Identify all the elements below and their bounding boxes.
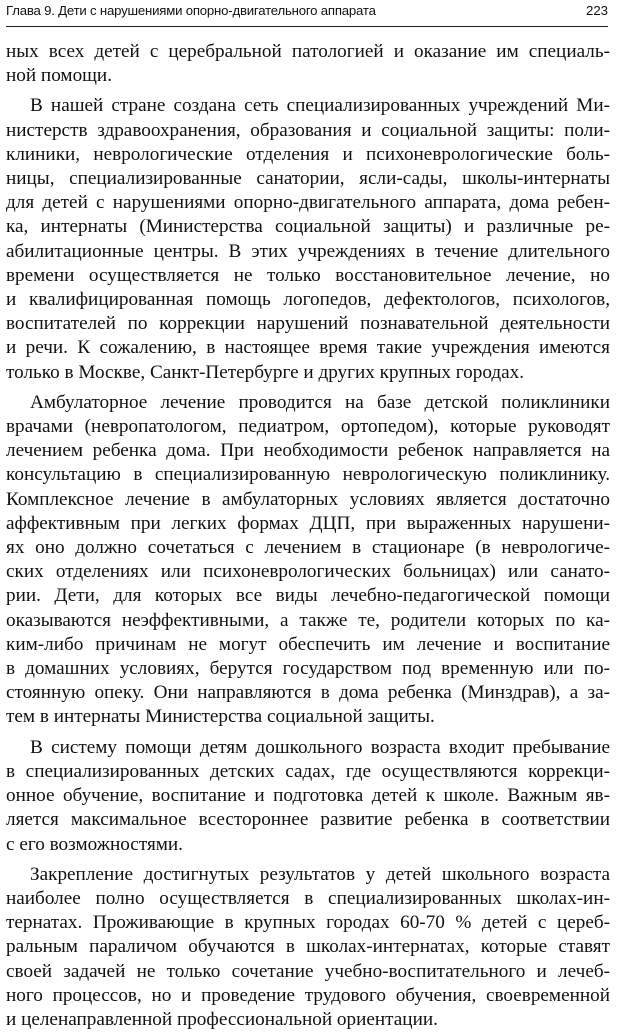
text-line: ных всех детей с церебральной патологией и оказание им специаль- <box>6 41 610 62</box>
text-line: и квалифицированная помощь логопедов, дефектологов, психологов, <box>6 289 610 311</box>
text-line: консультацию в специализированную неврологическую поликлинику. <box>6 464 610 486</box>
text-line: стоянную опеку. Они направляются в дома ребенка (Минздрав), а за- <box>6 682 610 704</box>
text-line: Комплексное лечение в амбулаторных условиях является достаточно <box>6 488 610 510</box>
running-header <box>6 0 608 27</box>
text-line: В нашей стране создана сеть специализированных учреждений Ми- <box>30 95 610 117</box>
text-line: Закрепление достигнутых результатов у детей школьного возраста <box>30 863 610 885</box>
text-line: в специализированных детских садах, где осуществляются коррекци- <box>6 760 610 782</box>
text-line: нистерств здравоохранения, образования и социальной защиты: поли- <box>6 119 610 141</box>
page-number: 223 <box>585 3 608 18</box>
paragraph-4 <box>6 736 610 857</box>
text-line: для детей с нарушениями опорно-двигательного аппарата, дома ребен- <box>6 192 610 214</box>
text-line: тем в интернаты Министерства социальной защиты. <box>6 706 435 728</box>
text-line: абилитационные центры. В этих учреждениях в течение длительного <box>6 240 610 262</box>
text-line: времени осуществляется не только восстановительное лечение, но <box>6 264 610 286</box>
paragraph-5 <box>6 863 610 1032</box>
text-line: ских отделениях или психоневрологических больницах) или санато- <box>6 561 610 583</box>
text-line: только в Москве, Санкт-Петербурге и других крупных городах. <box>6 361 525 383</box>
text-line: оказываются неэффективными, а также те, родители которых по ка- <box>6 609 610 631</box>
text-line: наиболее полно осуществляется в специализированных школах-ин- <box>6 887 610 909</box>
text-line: ной помощи. <box>6 65 112 87</box>
text-line: Амбулаторное лечение проводится на базе детской поликлиники <box>30 391 610 413</box>
text-line: онное обучение, воспитание и подготовка детей к школе. Важным яв- <box>6 785 610 807</box>
text-line: ного процессов, но и проведение трудового обучения, своевременной <box>6 984 610 1006</box>
text-line: в домашних условиях, берутся государством под временную или по- <box>6 658 610 680</box>
text-line: рии. Дети, для которых все виды лечебно-педагогической помощи <box>6 585 610 607</box>
paragraph-2 <box>6 94 610 384</box>
text-line: и целенаправленной профессиональной ориентации. <box>6 1008 438 1030</box>
text-line: ким-либо причинам не могут обеспечить им лечение и воспитание <box>6 633 610 655</box>
text-line: воспитателей по коррекции нарушений познавательной деятельности <box>6 313 610 335</box>
text-line: и речи. К сожалению, в настоящее время такие учреждения имеются <box>6 337 610 359</box>
text-line: ях оно должно сочетаться с лечением в стационаре (в неврологиче- <box>6 537 610 559</box>
text-line: ральным параличом обучаются в школах-интернатах, которые ставят <box>6 936 610 958</box>
text-line: тернатах. Проживающие в крупных городах 60-70 % детей с цереб- <box>6 912 610 934</box>
text-line: лечением ребенка дома. При необходимости ребенок направляется на <box>6 440 610 462</box>
text-line: аффективным при легких формах ДЦП, при выраженных нарушени- <box>6 512 610 534</box>
text-line: врачами (невропатологом, педиатром, ортопедом), которые руководят <box>6 416 610 438</box>
text-line: ницы, специализированные санатории, ясли-сады, школы-интернаты <box>6 168 610 190</box>
text-line: клиники, неврологические отделения и психоневрологические боль- <box>6 143 610 165</box>
paragraph-1 <box>6 40 610 88</box>
chapter-title: Глава 9. Дети с нарушениями опорно-двигательного аппарата <box>6 3 376 18</box>
paragraph-3 <box>6 391 610 730</box>
text-line: ка, интернаты (Министерства социальной защиты) и различные ре- <box>6 216 610 238</box>
text-line: ляется максимальное всестороннее развитие ребенка в соответствии <box>6 809 610 831</box>
page-body <box>6 27 614 1032</box>
text-line: своей задачей не только сочетание учебно-воспитательного и лечеб- <box>6 960 610 982</box>
text-line: с его возможностями. <box>6 833 183 855</box>
text-line: В систему помощи детям дошкольного возраста входит пребывание <box>30 736 610 758</box>
